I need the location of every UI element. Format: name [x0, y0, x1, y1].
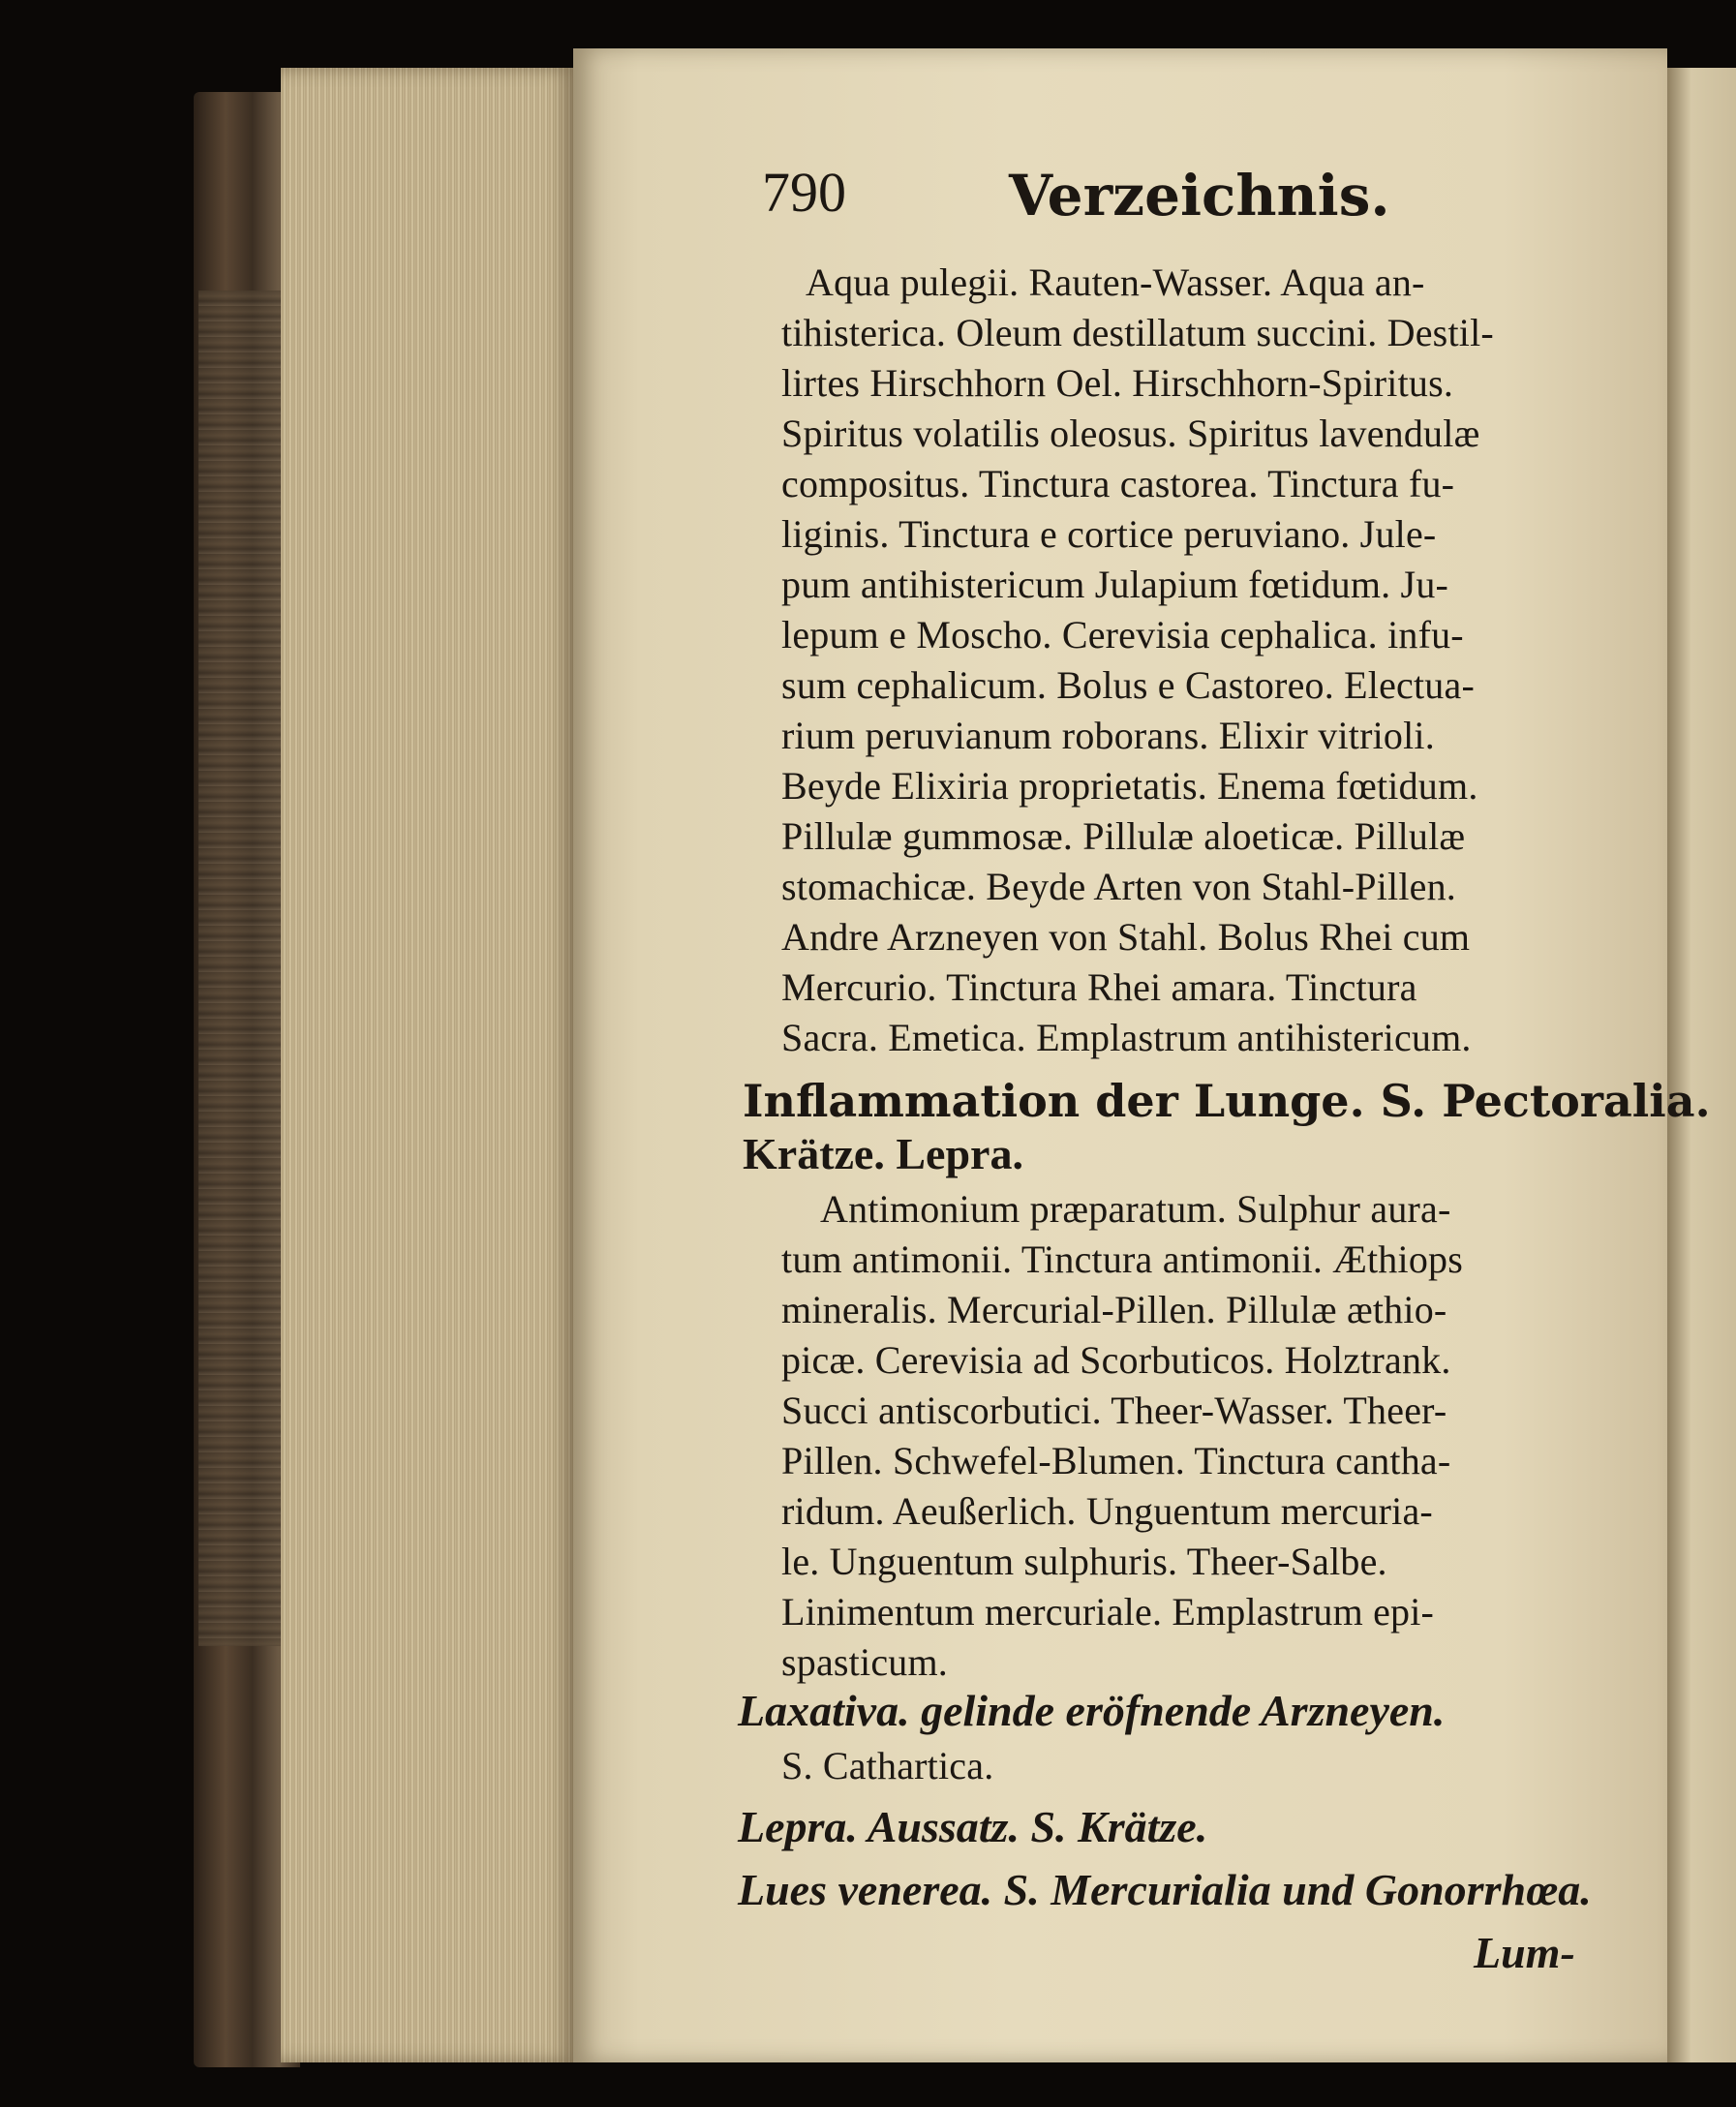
text-line: compositus. Tinctura castorea. Tinctura fu- — [781, 462, 1455, 505]
text-line: sum cephalicum. Bolus e Castoreo. Electua- — [781, 663, 1475, 707]
index-entry-lepra: Lepra. Aussatz. S. Krätze. — [738, 1802, 1208, 1851]
text-line: Spiritus volatilis oleosus. Spiritus lavendulæ — [781, 412, 1480, 455]
cover-marbling — [198, 290, 290, 1646]
text-line: stomachicæ. Beyde Arten von Stahl-Pillen. — [781, 865, 1456, 908]
text-line: liginis. Tinctura e cortice peruviano. Jule- — [781, 512, 1437, 556]
text-line: pum antihistericum Julapium fœtidum. Ju- — [781, 563, 1449, 606]
page-stack-edges — [281, 68, 576, 2062]
text-line: Sacra. Emetica. Emplastrum antihistericum. — [781, 1016, 1472, 1059]
index-entry-laxativa: Laxativa. gelinde eröfnende Arzneyen. — [738, 1686, 1446, 1735]
index-entry-kraetze: Krätze. Lepra. — [743, 1129, 1023, 1178]
text-line: ridum. Aeußerlich. Unguentum mercuria- — [781, 1489, 1433, 1533]
book-page — [573, 48, 1711, 2062]
text-line: rium peruvianum roborans. Elixir vitrioli. — [781, 714, 1435, 757]
text-line: Antimonium præparatum. Sulphur aura- — [820, 1187, 1451, 1231]
text-line: Pillen. Schwefel-Blumen. Tinctura cantha- — [781, 1439, 1451, 1482]
text-line: mineralis. Mercurial-Pillen. Pillulæ æthio- — [781, 1288, 1447, 1331]
index-entry-inflammation: Inflammation der Lunge. S. Pectoralia. — [743, 1075, 1711, 1127]
catchword: Lum- — [1474, 1928, 1575, 1977]
index-entry-laxativa-ref: S. Cathartica. — [781, 1744, 994, 1787]
text-line: Pillulæ gummosæ. Pillulæ aloeticæ. Pillulæ — [781, 814, 1466, 858]
page-title: Verzeichnis. — [1009, 163, 1390, 229]
facing-page-sliver — [1667, 68, 1736, 2062]
text-line: tihisterica. Oleum destillatum succini. Destil- — [781, 311, 1494, 354]
page-number: 790 — [762, 161, 846, 224]
text-line: picæ. Cerevisia ad Scorbuticos. Holztrank. — [781, 1338, 1451, 1382]
text-line: spasticum. — [781, 1640, 948, 1684]
text-line: lepum e Moscho. Cerevisia cephalica. infu- — [781, 613, 1464, 657]
text-line: Mercurio. Tinctura Rhei amara. Tinctura — [781, 965, 1417, 1009]
text-line: lirtes Hirschhorn Oel. Hirschhorn-Spiritus. — [781, 361, 1454, 405]
text-line: Succi antiscorbutici. Theer-Wasser. Theer- — [781, 1389, 1447, 1432]
text-line: tum antimonii. Tinctura antimonii. Æthiops — [781, 1237, 1463, 1281]
text-line: Aqua pulegii. Rauten-Wasser. Aqua an- — [806, 260, 1425, 304]
index-entry-lues: Lues venerea. S. Mercurialia und Gonorrhœa. — [738, 1865, 1592, 1914]
text-line: le. Unguentum sulphuris. Theer-Salbe. — [781, 1540, 1387, 1583]
text-line: Beyde Elixiria proprietatis. Enema fœtidum. — [781, 764, 1478, 808]
text-line: Andre Arzneyen von Stahl. Bolus Rhei cum — [781, 915, 1471, 959]
text-line: Linimentum mercuriale. Emplastrum epi- — [781, 1590, 1435, 1634]
